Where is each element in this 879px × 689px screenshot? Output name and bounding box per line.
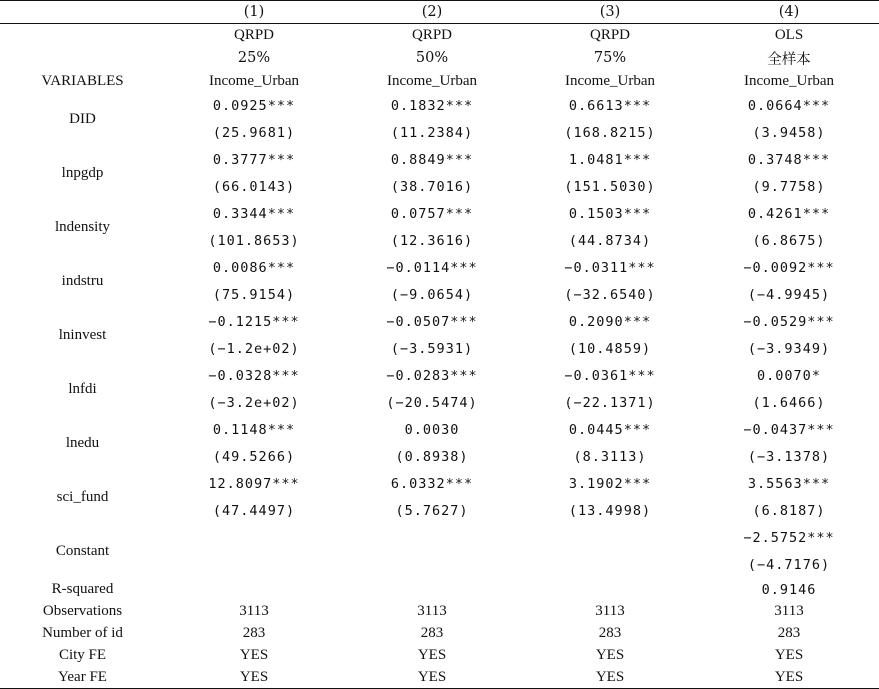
table-row	[0, 417, 879, 444]
coefficient-cell: −0.0311***	[564, 260, 656, 276]
coefficient-cell: 0.0925***	[212, 98, 296, 114]
tstat-cell: (6.8675)	[752, 233, 826, 249]
stat-value: 3113	[239, 603, 269, 619]
column-number: (1)	[165, 1, 343, 24]
stat-value: YES	[343, 667, 521, 689]
coefficient-cell: 0.0030	[404, 422, 460, 438]
tstat-cell: (−4.9945)	[747, 287, 831, 303]
table-row	[0, 471, 879, 498]
variables-header: VARIABLES	[41, 72, 124, 89]
header-blank	[0, 1, 165, 24]
column-method: QRPD	[411, 26, 452, 43]
table-row	[0, 93, 879, 120]
table-row	[0, 147, 879, 174]
stat-value: 3113	[595, 603, 625, 619]
tstat-cell: (168.8215)	[564, 125, 656, 141]
column-quantile: 25%	[237, 50, 271, 66]
tstat-cell: (−3.1378)	[747, 449, 831, 465]
stat-value: YES	[521, 667, 699, 689]
column-number: (3)	[521, 1, 699, 24]
tstat-cell: (13.4998)	[568, 503, 652, 519]
stat-name: R-squared	[51, 581, 114, 597]
coefficient-cell: 0.1148***	[212, 422, 296, 438]
coefficient-cell: 0.1832***	[390, 98, 474, 114]
stats-row	[0, 667, 879, 689]
tstat-cell: (−4.7176)	[747, 557, 831, 573]
tstat-cell: (−9.0654)	[390, 287, 474, 303]
tstat-cell	[343, 552, 521, 579]
coefficient-cell: −0.1215***	[208, 314, 300, 330]
tstat-cell: (−20.5474)	[386, 395, 478, 411]
tstat-cell: (5.7627)	[395, 503, 469, 519]
coefficient-cell	[521, 525, 699, 552]
stat-value: YES	[239, 647, 269, 663]
coefficient-cell: −0.0114***	[386, 260, 478, 276]
variable-name: lninvest	[58, 327, 107, 343]
column-number: (4)	[699, 1, 879, 24]
coefficient-cell: 1.0481***	[568, 152, 652, 168]
column-quantile: 50%	[415, 50, 449, 66]
coefficient-cell: 0.6613***	[568, 98, 652, 114]
table-row	[0, 363, 879, 390]
column-method: QRPD	[589, 26, 630, 43]
tstat-cell: (−3.5931)	[390, 341, 474, 357]
tstat-cell: (3.9458)	[752, 125, 826, 141]
stat-name: Number of id	[42, 625, 123, 641]
table-row	[0, 525, 879, 552]
coefficient-cell: −0.0529***	[743, 314, 835, 330]
tstat-cell: (−1.2e+02)	[208, 341, 300, 357]
tstat-cell: (9.7758)	[752, 179, 826, 195]
tstat-cell: (75.9154)	[212, 287, 296, 303]
coefficient-cell: −0.0283***	[386, 368, 478, 384]
header-column-numbers	[0, 1, 879, 24]
tstat-cell: (−32.6540)	[564, 287, 656, 303]
column-quantile: 全样本	[767, 51, 811, 68]
table-row	[0, 201, 879, 228]
coefficient-cell: −0.0328***	[208, 368, 300, 384]
coefficient-cell: 0.0757***	[390, 206, 474, 222]
coefficient-cell: 0.0445***	[568, 422, 652, 438]
coefficient-cell: −0.0361***	[564, 368, 656, 384]
stat-value	[165, 579, 343, 601]
header-method	[0, 24, 879, 47]
tstat-cell	[165, 552, 343, 579]
tstat-cell: (8.3113)	[573, 449, 647, 465]
coefficient-cell: 0.0070*	[757, 368, 821, 384]
variable-name: lnedu	[65, 435, 100, 451]
tstat-cell: (66.0143)	[212, 179, 296, 195]
stat-value: 283	[598, 625, 622, 641]
coefficient-cell: 0.3344***	[212, 206, 296, 222]
stat-value: 283	[420, 625, 444, 641]
stat-value: 3113	[774, 603, 804, 619]
coefficient-cell: 3.1902***	[568, 476, 652, 492]
tstat-cell: (−3.2e+02)	[208, 395, 300, 411]
stats-row	[0, 645, 879, 667]
tstat-cell: (1.6466)	[752, 395, 826, 411]
table-row	[0, 255, 879, 282]
stat-name: Observations	[42, 603, 123, 619]
header-blank	[0, 47, 165, 70]
stat-value	[343, 579, 521, 601]
column-depvar: Income_Urban	[387, 72, 477, 89]
coefficient-cell: −0.0092***	[743, 260, 835, 276]
coefficient-cell: 0.4261***	[747, 206, 831, 222]
stat-value: 0.9146	[761, 581, 817, 598]
stat-value: YES	[699, 667, 879, 689]
header-blank	[0, 24, 165, 47]
coefficient-cell: 0.2090***	[568, 314, 652, 330]
tstat-cell: (151.5030)	[564, 179, 656, 195]
tstat-cell: (10.4859)	[568, 341, 652, 357]
stat-value: YES	[417, 647, 447, 663]
stat-name: Year FE	[0, 667, 165, 689]
tstat-cell: (44.8734)	[568, 233, 652, 249]
coefficient-cell	[343, 525, 521, 552]
variable-name: lnpgdp	[61, 165, 104, 181]
coefficient-cell: −0.0507***	[386, 314, 478, 330]
variable-name: lndensity	[55, 219, 110, 235]
stat-value: YES	[165, 667, 343, 689]
stat-value	[521, 579, 699, 601]
variable-name: Constant	[55, 543, 110, 559]
tstat-cell	[521, 552, 699, 579]
variable-name: lnfdi	[68, 381, 97, 397]
stat-value: 283	[777, 625, 801, 641]
tstat-cell: (101.8653)	[208, 233, 300, 249]
coefficient-cell: 0.8849***	[390, 152, 474, 168]
coefficient-cell: 0.1503***	[568, 206, 652, 222]
coefficient-cell: 6.0332***	[390, 476, 474, 492]
variable-name: DID	[69, 111, 96, 127]
column-depvar: Income_Urban	[744, 72, 834, 89]
tstat-cell: (−3.9349)	[747, 341, 831, 357]
coefficient-cell	[165, 525, 343, 552]
variable-name: indstru	[61, 273, 104, 289]
tstat-cell: (25.9681)	[212, 125, 296, 141]
stat-value: 283	[242, 625, 266, 641]
stats-row	[0, 601, 879, 623]
header-depvar	[0, 70, 879, 93]
coefficient-cell: 0.3777***	[212, 152, 296, 168]
column-quantile: 75%	[593, 50, 627, 66]
coefficient-cell: 0.3748***	[747, 152, 831, 168]
coefficient-cell: 12.8097***	[208, 476, 300, 492]
tstat-cell: (12.3616)	[390, 233, 474, 249]
coefficient-cell: −2.5752***	[743, 530, 835, 546]
column-method: OLS	[774, 26, 804, 43]
column-depvar: Income_Urban	[565, 72, 655, 89]
stat-value: YES	[595, 647, 625, 663]
tstat-cell: (0.8938)	[395, 449, 469, 465]
tstat-cell: (−22.1371)	[564, 395, 656, 411]
variable-name: sci_fund	[56, 489, 109, 505]
tstat-cell: (6.8187)	[752, 503, 826, 519]
tstat-cell: (11.2384)	[390, 125, 474, 141]
coefficient-cell: −0.0437***	[743, 422, 835, 438]
column-depvar: Income_Urban	[209, 72, 299, 89]
stat-name: City FE	[58, 647, 107, 663]
coefficient-cell: 0.0086***	[212, 260, 296, 276]
stat-value: 3113	[417, 603, 447, 619]
header-quantile	[0, 47, 879, 70]
table-row	[0, 309, 879, 336]
tstat-cell: (47.4497)	[212, 503, 296, 519]
tstat-cell: (38.7016)	[390, 179, 474, 195]
coefficient-cell: 3.5563***	[747, 476, 831, 492]
coefficient-cell: 0.0664***	[747, 98, 831, 114]
column-number: (2)	[343, 1, 521, 24]
stats-row	[0, 579, 879, 601]
stat-value: YES	[774, 647, 804, 663]
stats-row	[0, 623, 879, 645]
tstat-cell: (49.5266)	[212, 449, 296, 465]
column-method: QRPD	[233, 26, 274, 43]
